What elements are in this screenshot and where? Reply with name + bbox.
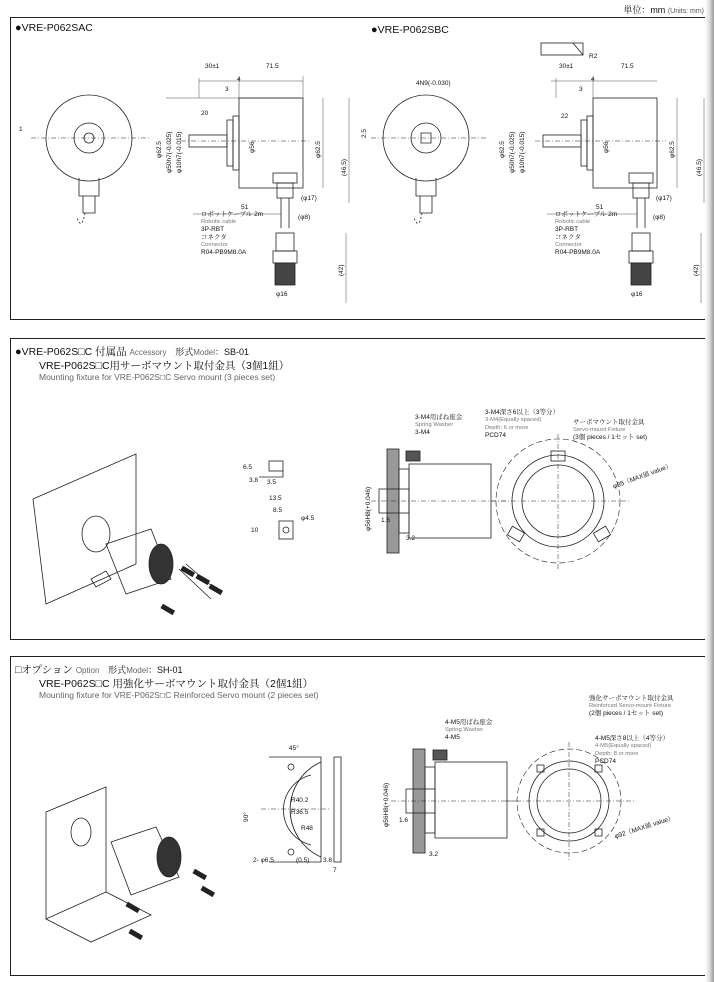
opt-depth-label: [595, 735, 669, 765]
sbc-plug-model: R04-PB9M8.0A: [555, 248, 601, 256]
acc-washer-jp: 3-M4用ばね座金: [415, 414, 463, 421]
opt-dim-90: 90°: [243, 812, 250, 822]
dim-10h7: φ10h7(-0.015): [176, 131, 183, 173]
dim-22: 22: [561, 113, 569, 120]
opt-fixture-qty: (2個 pieces / 1セット set): [589, 710, 664, 718]
accessory-subtitle-en: Mounting fixture for VRE-P062S□C Servo mount (3 pieces set): [39, 372, 276, 382]
dim-42: (42): [338, 264, 345, 276]
dim-30: 30±1: [205, 63, 220, 70]
dim-71-5-b: 71.5: [621, 63, 634, 70]
sac-cable-en: Robotic cable: [201, 219, 237, 226]
dim-50h7-b: φ50h7(-0.025): [509, 131, 516, 173]
accessory-model: SB-01: [224, 347, 250, 357]
dimension-drawings: [11, 18, 711, 319]
opt-dim-3-8: 3.8: [323, 857, 333, 864]
panel-dimensions: [10, 17, 712, 320]
opt-max-dia: φ92（MAX値 value）: [613, 814, 676, 841]
acc-fixture-qty: (3個 pieces / 1セット set): [573, 434, 648, 442]
dim-56: φ56: [249, 141, 256, 153]
dim-62-5-right: φ62.5: [315, 141, 322, 158]
opt-dim-r48: R48: [301, 825, 313, 832]
acc-dim-8-5: 8.5: [273, 507, 283, 514]
acc-screw: 3-M4: [415, 429, 430, 437]
acc-dim-3-8: 3.8: [249, 477, 259, 484]
acc-washer-label: [415, 414, 462, 437]
dim-42-b: (42): [693, 264, 700, 276]
sac-plug-model: R04-PB9M8.0A: [201, 248, 247, 256]
unit-note: [623, 3, 704, 16]
option-title: □オプション Option 形式Model：SH-01: [15, 664, 183, 676]
acc-dim-6-5: 6.5: [243, 464, 253, 471]
opt-dim-0-5: (0.5): [296, 857, 310, 864]
dim-4-b: 4: [591, 76, 595, 83]
dim-8-b: (φ8): [653, 214, 666, 221]
sbc-cable-en: Robotic cable: [555, 219, 591, 226]
dim-56-b: φ56: [603, 141, 610, 153]
accessory-drawings: [11, 339, 711, 639]
dim-62-5-b-right: φ62.5: [669, 141, 676, 158]
dim-17-b: (φ17): [656, 195, 672, 202]
acc-dim-1-6: 1.6: [381, 517, 391, 524]
sbc-title-text: VRE-P062SBC: [377, 24, 449, 36]
opt-dim-1-6: 1.6: [399, 817, 409, 824]
dim-3-b: 3: [579, 86, 583, 93]
accessory-model-label: 形式: [175, 347, 194, 357]
dim-8: (φ8): [298, 214, 311, 221]
acc-depth-jp: 3-M4深さ6以上（3等分）: [485, 409, 560, 416]
opt-dim-r40-2: R40.2: [291, 797, 309, 804]
sbc-cable-label: [555, 211, 617, 256]
acc-dim-10: 10: [251, 527, 259, 534]
opt-fixture-jp: 強化サーボマウント取付金具: [589, 695, 674, 702]
opt-dim-56h8: φ56H8(+0.046): [383, 782, 390, 827]
opt-dim-r36-5: R36.5: [291, 809, 309, 816]
model-sbc-title: ●VRE-P062SBC: [371, 24, 449, 36]
accessory-title: ●VRE-P062S□C 付属品 Accessory 形式Model：SB-01: [15, 346, 250, 358]
panel-option: [10, 656, 712, 976]
opt-depth-en1: 4-M5(Equally spaced): [595, 743, 652, 750]
opt-dim-2-6-5: 2- φ6.5: [253, 857, 274, 864]
sac-connector-model: 3P-RBT: [201, 226, 225, 234]
opt-washer-label: [445, 719, 492, 742]
option-title-en: Option: [75, 666, 100, 675]
dim-1: 1: [19, 126, 23, 133]
accessory-plate: [33, 454, 136, 604]
sbc-cable-jp: ロボットケーブル 2m: [555, 211, 618, 218]
dim-r2: R2: [589, 53, 598, 60]
acc-depth-en1: 3-M4(Equally spaced): [485, 417, 542, 424]
acc-fixture-label: [573, 419, 647, 442]
opt-washer-en: Spring Washer: [445, 727, 484, 734]
dim-3: 3: [225, 86, 229, 93]
acc-depth-label: [485, 409, 559, 439]
acc-dim-3-2: 3.2: [406, 535, 416, 542]
opt-dim-45: 45°: [289, 745, 299, 752]
sbc-connector-model: 3P-RBT: [555, 226, 579, 234]
accessory-title-text: VRE-P062S□C 付属品: [21, 346, 127, 358]
opt-depth-en2: Depth: 8 or more: [595, 751, 639, 758]
dim-51-b: 51: [596, 204, 604, 211]
dim-4n9: 4N9(-0.030): [416, 80, 451, 87]
opt-dim-7: 7: [333, 867, 337, 874]
option-subtitle: VRE-P062S□C 用強化サーボマウント取付金具（2個1組）: [39, 678, 314, 690]
dim-16: φ16: [276, 291, 288, 298]
accessory-subtitle: VRE-P062S□C用サーボマウント取付金具（3個1組）: [39, 360, 290, 372]
sac-connector-jp: コネクタ: [201, 233, 227, 241]
acc-dim-4-5: φ4.5: [301, 515, 315, 522]
sac-title-text: VRE-P062SAC: [21, 22, 93, 34]
sac-cable-jp: ロボットケーブル 2m: [201, 211, 264, 218]
dim-50h7: φ50h7(-0.025): [166, 131, 173, 173]
opt-screw: 4-M5: [445, 734, 460, 742]
sac-cable-label: [201, 211, 263, 256]
option-title-text: □オプション: [15, 664, 73, 676]
dim-71-5: 71.5: [266, 63, 279, 70]
dim-46-5-b: (46.5): [696, 159, 703, 176]
dim-20: 20: [201, 110, 209, 117]
dim-30-b: 30±1: [559, 63, 574, 70]
acc-fixture-jp: サーボマウント取付金具: [573, 419, 645, 426]
acc-dim-3-5: 3.5: [267, 479, 277, 486]
acc-washer-en: Spring Washer: [415, 422, 454, 429]
opt-washer-jp: 4-M5用ばね座金: [445, 719, 493, 726]
page-edge-shadow: [705, 0, 714, 982]
model-sac-title: ●VRE-P062SAC: [15, 22, 93, 34]
dim-62-5-b-left: φ62.5: [499, 141, 506, 158]
acc-dim-56h8: φ56H8(+0.046): [365, 486, 372, 531]
option-model: SH-01: [157, 665, 183, 675]
option-model-label: 形式: [108, 665, 127, 675]
option-model-label-en: Model: [126, 666, 148, 675]
opt-fixture-en: Reinforced Servo-mount Fixture: [589, 703, 672, 710]
sac-connector-en: Connector: [201, 242, 228, 249]
accessory-model-label-en: Model: [193, 348, 216, 357]
dim-4: 4: [237, 76, 241, 83]
dim-62-5-left: φ62.5: [156, 141, 163, 158]
acc-fixture-en: Servo-mount Fixture: [573, 427, 626, 434]
dim-16-b: φ16: [631, 291, 643, 298]
accessory-title-en: Accessory: [129, 348, 167, 357]
option-bracket: [46, 787, 106, 919]
opt-fixture-label: [589, 695, 674, 718]
dim-10h7-b: φ10h7(-0.015): [519, 131, 526, 173]
unit-note-en: (Units: mm): [667, 8, 704, 15]
dim-2-5: 2.5: [361, 128, 368, 138]
unit-note-jp: 単位：mm: [623, 5, 666, 15]
dim-51: 51: [241, 204, 249, 211]
panel-accessory: [10, 338, 712, 640]
acc-dim-13-5: 13.5: [269, 495, 282, 502]
opt-pcd: PCD74: [595, 757, 616, 765]
sbc-connector-en: Connector: [555, 242, 582, 249]
dim-46-5: (46.5): [341, 159, 348, 176]
acc-max-dia: φ85（MAX値 value）: [612, 462, 674, 491]
option-subtitle-en: Mounting fixture for VRE-P062S□C Reinforced Servo mount (2 pieces set): [39, 690, 319, 700]
acc-depth-en2: Depth: 6 or more: [485, 425, 529, 432]
opt-dim-3-2: 3.2: [429, 851, 439, 858]
opt-depth-jp: 4-M5深さ8以上（4等分）: [595, 735, 670, 742]
dim-17: (φ17): [301, 195, 317, 202]
sbc-connector-jp: コネクタ: [555, 233, 581, 241]
acc-pcd: PCD74: [485, 431, 506, 439]
